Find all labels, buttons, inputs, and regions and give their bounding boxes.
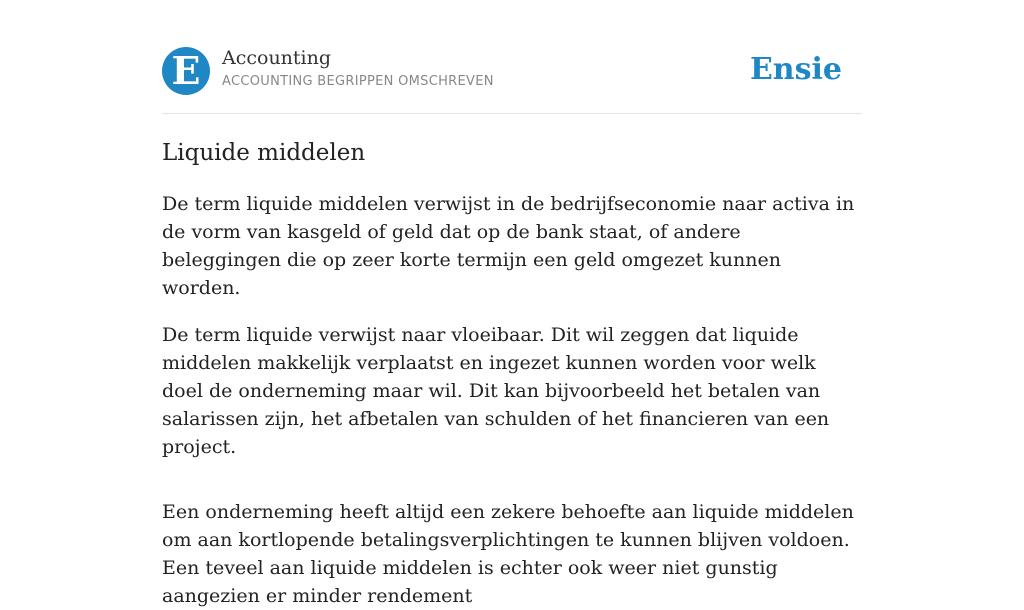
- ensie-brand-link[interactable]: Ensie: [749, 52, 842, 87]
- ensie-logo-icon[interactable]: E: [162, 47, 210, 95]
- site-subtitle: ACCOUNTING BEGRIPPEN OMSCHREVEN: [222, 74, 494, 89]
- site-header: [162, 46, 862, 114]
- article: [162, 114, 862, 610]
- site-title-link[interactable]: Accounting: [222, 47, 332, 69]
- article-title: Liquide middelen: [162, 140, 366, 166]
- article-paragraph-1: De term liquide middelen verwijst in de bedrijfseconomie naar activa in de vorm van kasgeld of geld dat op de bank staat, of andere beleggingen die op zeer korte termijn een geld omgezet kunnen worden.: [162, 193, 855, 299]
- article-paragraph-3: Een onderneming heeft altijd een zekere behoefte aan liquide middelen om aan kortlopende betalingsverplichtingen te kunnen blijven voldoen. Een teveel aan liquide middelen is echter ook weer niet gunstig aangezien er minder rendement: [162, 501, 854, 607]
- article-paragraph-2: De term liquide verwijst naar vloeibaar. Dit wil zeggen dat liquide middelen makkelijk verplaatst en ingezet kunnen worden voor welk doel de onderneming maar wil. Dit kan bijvoorbeeld het betalen van salarissen zijn, het afbetalen van schulden of het financieren van een project.: [162, 324, 830, 458]
- page: [162, 0, 862, 610]
